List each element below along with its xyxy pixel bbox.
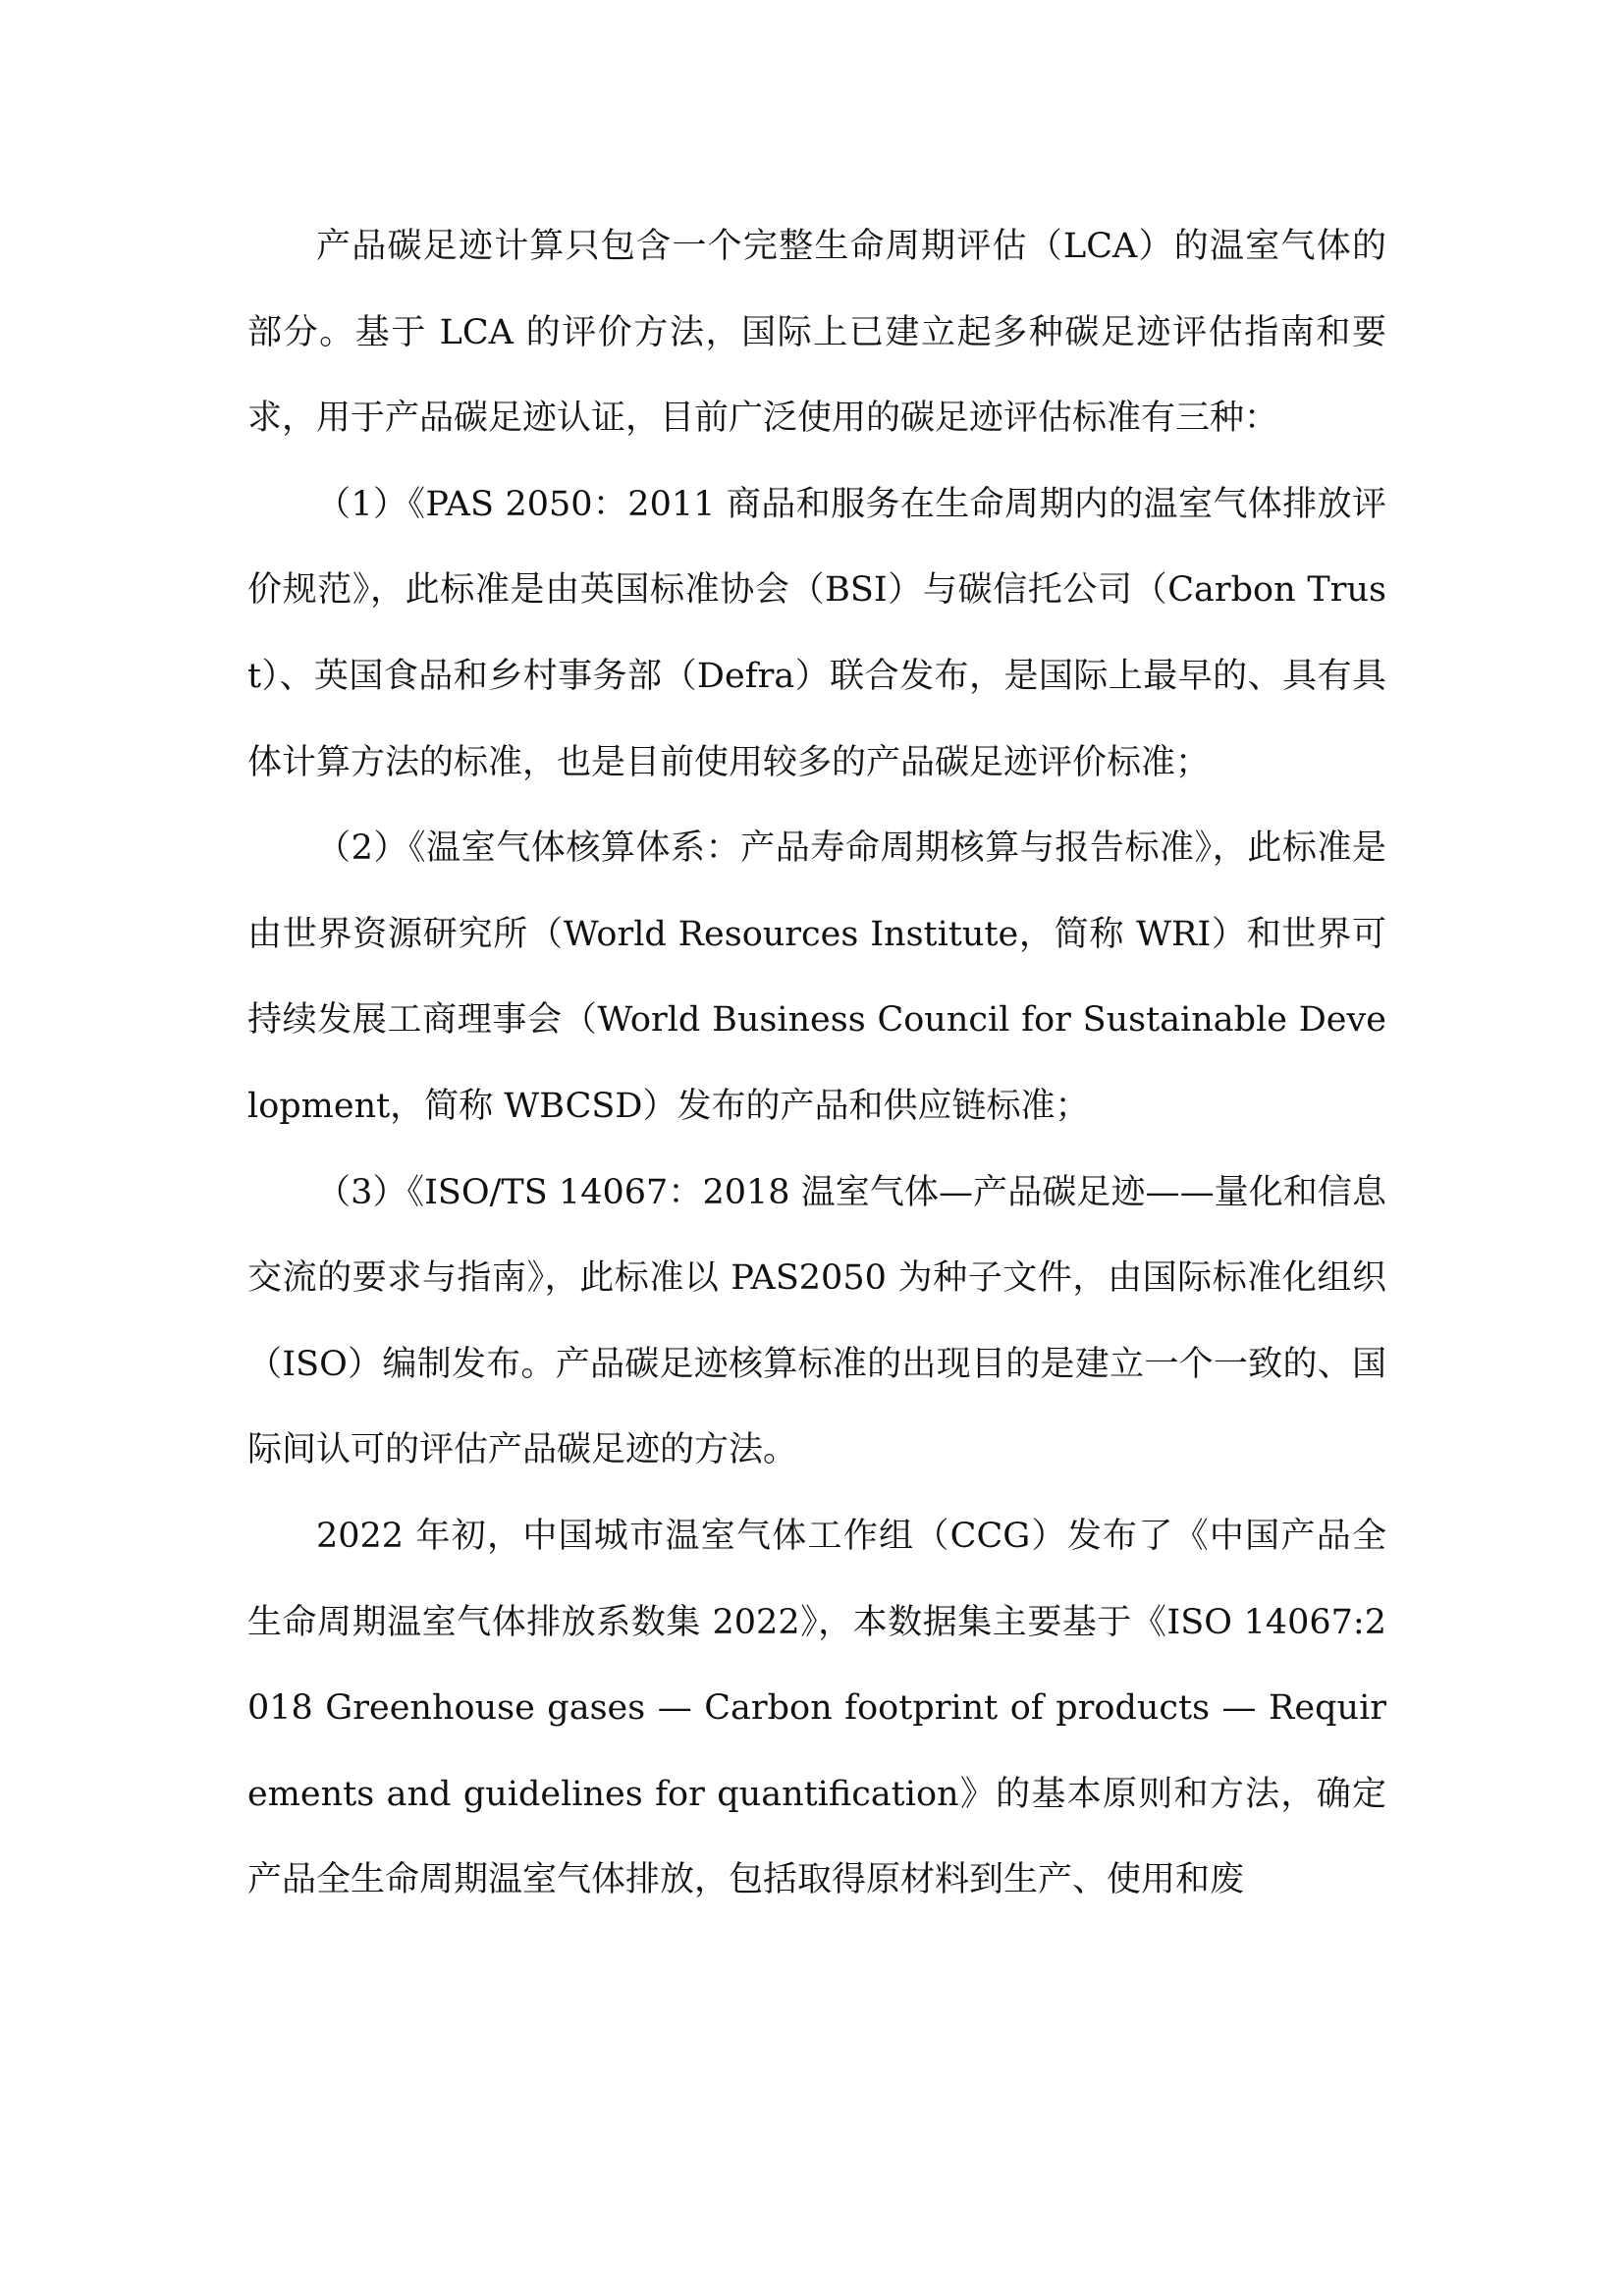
paragraph-intro: 产品碳足迹计算只包含一个完整生命周期评估（LCA）的温室气体的部分。基于 LCA 的评价方法，国际上已建立起多种碳足迹评估指南和要求，用于产品碳足迹认证，目前广泛使用的碳足迹评估标准有三种： bbox=[247, 227, 1386, 439]
paragraph-standard-2: （2）《温室气体核算体系：产品寿命周期核算与报告标准》，此标准是由世界资源研究所（World Resources Institute，简称 WRI）和世界可持续发展工商理事会（World Business Council for Sustainable Development，简称 WBCSD）发布的产品和供应链标准； bbox=[247, 828, 1386, 1126]
paragraph-standard-3: （3）《ISO/TS 14067：2018 温室气体—产品碳足迹——量化和信息交流的要求与指南》，此标准以 PAS2050 为种子文件，由国际标准化组织（ISO）编制发布。产品碳足迹核算标准的出现目的是建立一个一致的、国际间认可的评估产品碳足迹的方法。 bbox=[247, 1172, 1386, 1470]
document-page bbox=[247, 204, 1386, 1924]
paragraph-ccg-2022: 2022 年初，中国城市温室气体工作组（CCG）发布了《中国产品全生命周期温室气体排放系数集 2022》，本数据集主要基于《ISO 14067:2018 Greenhouse gases — Carbon footprint of products — Requirements and guidelines for quantification》的基本原则和方法，确定产品全生命周期温室气体排放，包括取得原材料到生产、使用和废 bbox=[247, 1516, 1386, 1900]
paragraph-standard-1: （1）《PAS 2050：2011 商品和服务在生命周期内的温室气体排放评价规范》，此标准是由英国标准协会（BSI）与碳信托公司（Carbon Trust）、英国食品和乡村事务部（Defra）联合发布，是国际上最早的、具有具体计算方法的标准，也是目前使用较多的产品碳足迹评价标准； bbox=[247, 484, 1386, 782]
